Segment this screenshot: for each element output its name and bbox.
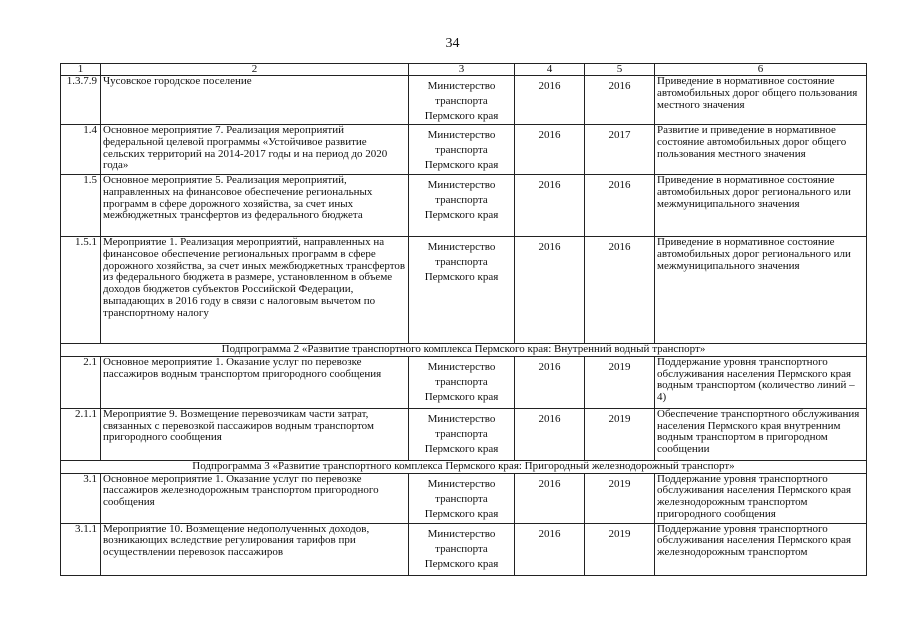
responsible-executor: Министерство транспорта Пермского края [409, 76, 515, 125]
column-number: 6 [655, 64, 867, 76]
subprogram-row [61, 460, 867, 473]
table-row [61, 408, 867, 460]
table-row [61, 523, 867, 575]
item-number: 1.3.7.9 [61, 76, 101, 125]
start-year: 2016 [515, 356, 585, 408]
end-year: 2016 [585, 76, 655, 125]
column-number: 4 [515, 64, 585, 76]
expected-result: Приведение в нормативное состояние автомобильных дорог общего пользования местного значения [655, 76, 867, 125]
expected-result: Поддержание уровня транспортного обслуживания населения Пермского края железнодорожным транспортом [655, 523, 867, 575]
table-row [61, 175, 867, 237]
item-number: 2.1.1 [61, 408, 101, 460]
measure-name: Мероприятие 10. Возмещение недополученных доходов, возникающих вследствие регулирования тарифов при осуществлении перевозок пассажиров [101, 523, 409, 575]
responsible-executor: Министерство транспорта Пермского края [409, 408, 515, 460]
table-row [61, 356, 867, 408]
responsible-executor: Министерство транспорта Пермского края [409, 125, 515, 175]
subprogram-title: Подпрограмма 3 «Развитие транспортного комплекса Пермского края: Пригородный железнодорожный транспорт» [61, 460, 867, 473]
column-number: 5 [585, 64, 655, 76]
end-year: 2016 [585, 175, 655, 237]
subprogram-row [61, 344, 867, 357]
expected-result: Поддержание уровня транспортного обслуживания населения Пермского края водным транспортом (количество линий – 4) [655, 356, 867, 408]
expected-result: Развитие и приведение в нормативное состояние автомобильных дорог общего пользования местного значения [655, 125, 867, 175]
end-year: 2019 [585, 523, 655, 575]
start-year: 2016 [515, 408, 585, 460]
end-year: 2019 [585, 408, 655, 460]
item-number: 1.5.1 [61, 237, 101, 344]
item-number: 3.1 [61, 473, 101, 523]
item-number: 3.1.1 [61, 523, 101, 575]
expected-result: Приведение в нормативное состояние автомобильных дорог регионального или межмуниципального значения [655, 175, 867, 237]
measure-name: Основное мероприятие 1. Оказание услуг по перевозке пассажиров железнодорожным транспортом пригородного сообщения [101, 473, 409, 523]
column-number: 2 [101, 64, 409, 76]
responsible-executor: Министерство транспорта Пермского края [409, 175, 515, 237]
responsible-executor: Министерство транспорта Пермского края [409, 473, 515, 523]
start-year: 2016 [515, 523, 585, 575]
expected-result: Приведение в нормативное состояние автомобильных дорог регионального или межмуниципального значения [655, 237, 867, 344]
start-year: 2016 [515, 76, 585, 125]
table-body [61, 64, 867, 576]
table-row [61, 125, 867, 175]
table-row [61, 473, 867, 523]
end-year: 2019 [585, 473, 655, 523]
expected-result: Поддержание уровня транспортного обслуживания населения Пермского края железнодорожным транспортом пригородного сообщения [655, 473, 867, 523]
column-number: 1 [61, 64, 101, 76]
start-year: 2016 [515, 237, 585, 344]
responsible-executor: Министерство транспорта Пермского края [409, 356, 515, 408]
column-number-row [61, 64, 867, 76]
measure-name: Основное мероприятие 1. Оказание услуг по перевозке пассажиров водным транспортом пригородного сообщения [101, 356, 409, 408]
measure-name: Мероприятие 1. Реализация мероприятий, направленных на финансовое обеспечение региональных программ в сфере дорожного хозяйства, за счет иных межбюджетных трансфертов из федерального бюджета в размере, установленном в объеме доходов бюджетов субъектов Российской Федерации, выпадающих в 2016 году в связи с налоговым вычетом по транспортному налогу [101, 237, 409, 344]
subprogram-title: Подпрограмма 2 «Развитие транспортного комплекса Пермского края: Внутренний водный транспорт» [61, 344, 867, 357]
responsible-executor: Министерство транспорта Пермского края [409, 237, 515, 344]
expected-result: Обеспечение транспортного обслуживания населения Пермского края внутренним водным транспортом в пригородном сообщении [655, 408, 867, 460]
measure-name: Основное мероприятие 5. Реализация мероприятий, направленных на финансовое обеспечение региональных программ в сфере дорожного хозяйства, за счет иных межбюджетных трансфертов из федерального бюджета [101, 175, 409, 237]
measure-name: Мероприятие 9. Возмещение перевозчикам части затрат, связанных с перевозкой пассажиров водным транспортом пригородного сообщения [101, 408, 409, 460]
start-year: 2016 [515, 175, 585, 237]
item-number: 2.1 [61, 356, 101, 408]
item-number: 1.4 [61, 125, 101, 175]
page-number: 34 [445, 36, 460, 51]
measures-table [60, 63, 867, 576]
end-year: 2019 [585, 356, 655, 408]
item-number: 1.5 [61, 175, 101, 237]
start-year: 2016 [515, 473, 585, 523]
end-year: 2017 [585, 125, 655, 175]
responsible-executor: Министерство транспорта Пермского края [409, 523, 515, 575]
end-year: 2016 [585, 237, 655, 344]
column-number: 3 [409, 64, 515, 76]
measure-name: Чусовское городское поселение [101, 76, 409, 125]
measure-name: Основное мероприятие 7. Реализация мероприятий федеральной целевой программы «Устойчивое развитие сельских территорий на 2014-2017 годы и на период до 2020 года» [101, 125, 409, 175]
table-row [61, 76, 867, 125]
start-year: 2016 [515, 125, 585, 175]
table-row [61, 237, 867, 344]
